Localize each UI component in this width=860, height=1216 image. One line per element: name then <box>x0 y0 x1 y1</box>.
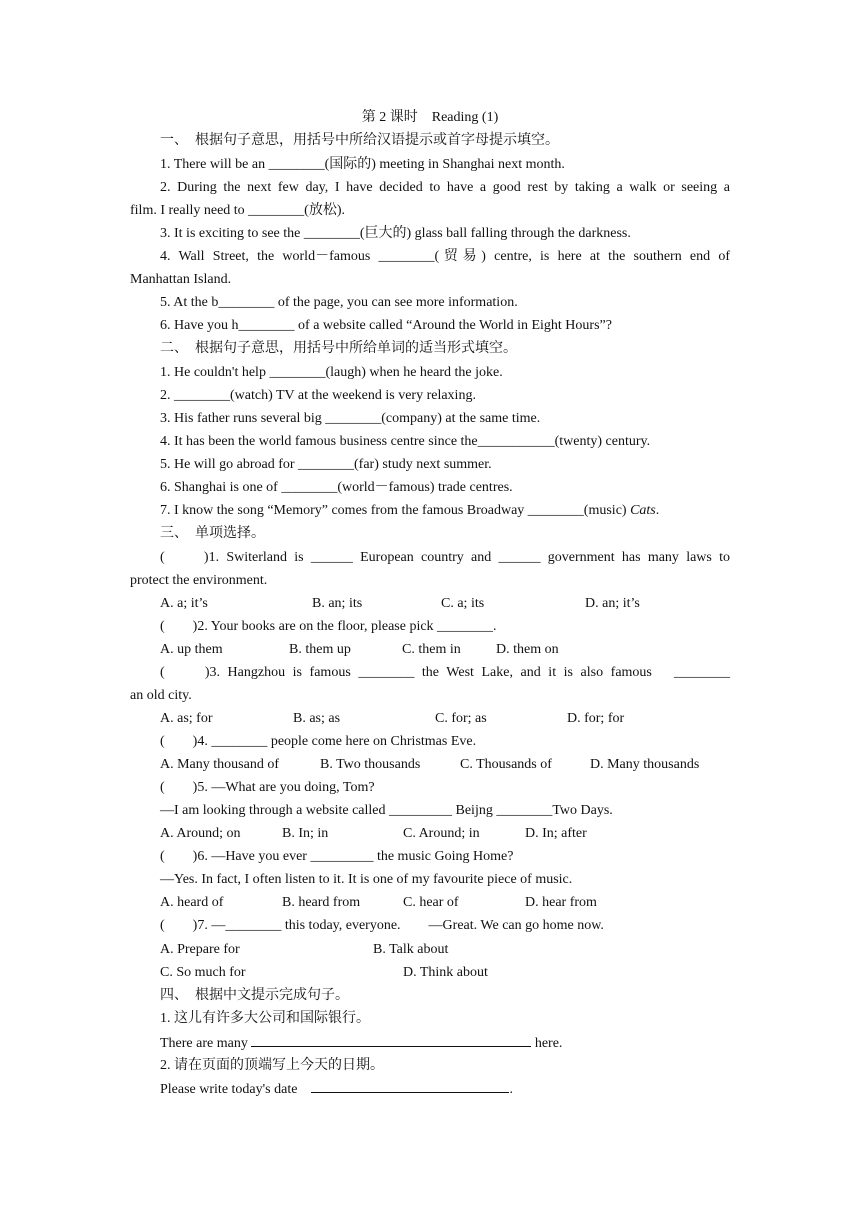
s3-q3-option-d: D. for; for <box>567 711 625 726</box>
section-3-heading: 三、 单项选择。 <box>160 526 265 541</box>
s1-question-6: 6. Have you h________ of a website called “Around the World in Eight Hours”? <box>160 318 612 333</box>
s4-question-1-chinese: 1. 这儿有许多大公司和国际银行。 <box>160 1011 370 1026</box>
s3-q6-option-b: B. heard from <box>282 895 361 910</box>
s3-question-1-line1: ( )1. Switerland is ______ European country and ______ government has many laws to <box>160 550 730 565</box>
s2-question-7 <box>160 502 730 519</box>
s3-q4-option-d: D. Many thousands <box>590 757 700 772</box>
s2-question-5: 5. He will go abroad for ________(far) study next summer. <box>160 457 492 472</box>
s4-q2-suffix: . <box>509 1082 513 1097</box>
s3-question-2: ( )2. Your books are on the floor, please pick ________. <box>160 619 497 634</box>
s3-q1-option-d: D. an; it’s <box>585 596 640 611</box>
s1-question-4-line2: Manhattan Island. <box>130 272 232 287</box>
s3-question-1-line2: protect the environment. <box>130 573 268 588</box>
s1-question-3: 3. It is exciting to see the ________(巨大的) glass ball falling through the darkness. <box>160 226 631 241</box>
s3-q6-option-a: A. heard of <box>160 895 224 910</box>
s3-question-6-line2: —Yes. In fact, I often listen to it. It is one of my favourite piece of music. <box>160 872 573 887</box>
s3-q7-option-b: B. Talk about <box>373 942 449 957</box>
s4-question-1-english <box>160 1034 730 1052</box>
s3-question-7: ( )7. —________ this today, everyone. —Great. We can go home now. <box>160 918 604 933</box>
s3-q7-option-d: D. Think about <box>403 965 488 980</box>
s3-question-3-line1: ( )3. Hangzhou is famous ________ the West Lake, and it is also famous ________ <box>160 665 730 680</box>
s3-q4-option-c: C. Thousands of <box>460 757 552 772</box>
s4-question-2-chinese: 2. 请在页面的顶端写上今天的日期。 <box>160 1058 384 1073</box>
s3-q2-option-d: D. them on <box>496 642 559 657</box>
s3-question-4: ( )4. ________ people come here on Christmas Eve. <box>160 734 477 749</box>
s1-question-1: 1. There will be an ________(国际的) meeting in Shanghai next month. <box>160 157 565 172</box>
s4-q2-answer-blank[interactable] <box>311 1080 509 1093</box>
s3-q3-option-c: C. for; as <box>435 711 487 726</box>
s3-q5-option-b: B. In; in <box>282 826 329 841</box>
s3-q3-option-b: B. as; as <box>293 711 341 726</box>
s2-question-3: 3. His father runs several big ________(company) at the same time. <box>160 411 541 426</box>
s4-q1-answer-blank[interactable] <box>251 1034 531 1047</box>
s1-question-5: 5. At the b________ of the page, you can see more information. <box>160 295 518 310</box>
s3-q2-option-b: B. them up <box>289 642 351 657</box>
s3-q6-option-c: C. hear of <box>403 895 459 910</box>
lesson-title: 第 2 课时 Reading (1) <box>361 110 499 125</box>
s4-q1-suffix: here. <box>531 1036 563 1051</box>
s3-q5-option-d: D. In; after <box>525 826 587 841</box>
section-4-heading: 四、 根据中文提示完成句子。 <box>160 988 349 1003</box>
s2-q7-end: . <box>655 503 660 518</box>
s1-question-2-line2: film. I really need to ________(放松). <box>130 203 346 218</box>
s3-q5-option-a: A. Around; on <box>160 826 241 841</box>
s1-question-2-line1: 2. During the next few day, I have decided to have a good rest by taking a walk or seeing a <box>160 180 730 195</box>
s3-question-5-line2: —I am looking through a website called _________ Beijng ________Two Days. <box>160 803 613 818</box>
s3-question-3-line2: an old city. <box>130 688 192 703</box>
s4-question-2-english <box>160 1080 730 1098</box>
s3-q4-option-a: A. Many thousand of <box>160 757 279 772</box>
s3-q7-option-a: A. Prepare for <box>160 942 240 957</box>
s3-q3-option-a: A. as; for <box>160 711 213 726</box>
s1-question-4-line1: 4. Wall Street, the world－famous ________(贸易) centre, is here at the southern end of <box>160 249 730 264</box>
s4-q2-prefix: Please write today's date <box>160 1082 312 1097</box>
s2-question-6: 6. Shanghai is one of ________(world－famous) trade centres. <box>160 480 513 495</box>
s3-q7-option-c: C. So much for <box>160 965 246 980</box>
section-1-heading: 一、 根据句子意思，用括号中所给汉语提示或首字母提示填空。 <box>160 133 559 148</box>
s3-q4-option-b: B. Two thousands <box>320 757 421 772</box>
s3-q5-option-c: C. Around; in <box>403 826 480 841</box>
s3-q1-option-b: B. an; its <box>312 596 363 611</box>
s3-q6-option-d: D. hear from <box>525 895 597 910</box>
s2-q7-text: 7. I know the song “Memory” comes from the famous Broadway ________(music) <box>160 503 631 518</box>
s4-q1-prefix: There are many <box>160 1036 252 1051</box>
s3-q2-option-c: C. them in <box>402 642 461 657</box>
s2-q7-italic: Cats <box>630 503 656 518</box>
s3-question-5-line1: ( )5. —What are you doing, Tom? <box>160 780 375 795</box>
section-2-heading: 二、 根据句子意思，用括号中所给单词的适当形式填空。 <box>160 341 517 356</box>
s2-question-2: 2. ________(watch) TV at the weekend is very relaxing. <box>160 388 476 403</box>
s3-q1-option-c: C. a; its <box>441 596 485 611</box>
s2-question-1: 1. He couldn't help ________(laugh) when he heard the joke. <box>160 365 503 380</box>
s3-question-6-line1: ( )6. —Have you ever _________ the music Going Home? <box>160 849 514 864</box>
s3-q2-option-a: A. up them <box>160 642 223 657</box>
s3-q1-option-a: A. a; it’s <box>160 596 208 611</box>
s2-question-4: 4. It has been the world famous business centre since the___________(twenty) century. <box>160 434 651 449</box>
